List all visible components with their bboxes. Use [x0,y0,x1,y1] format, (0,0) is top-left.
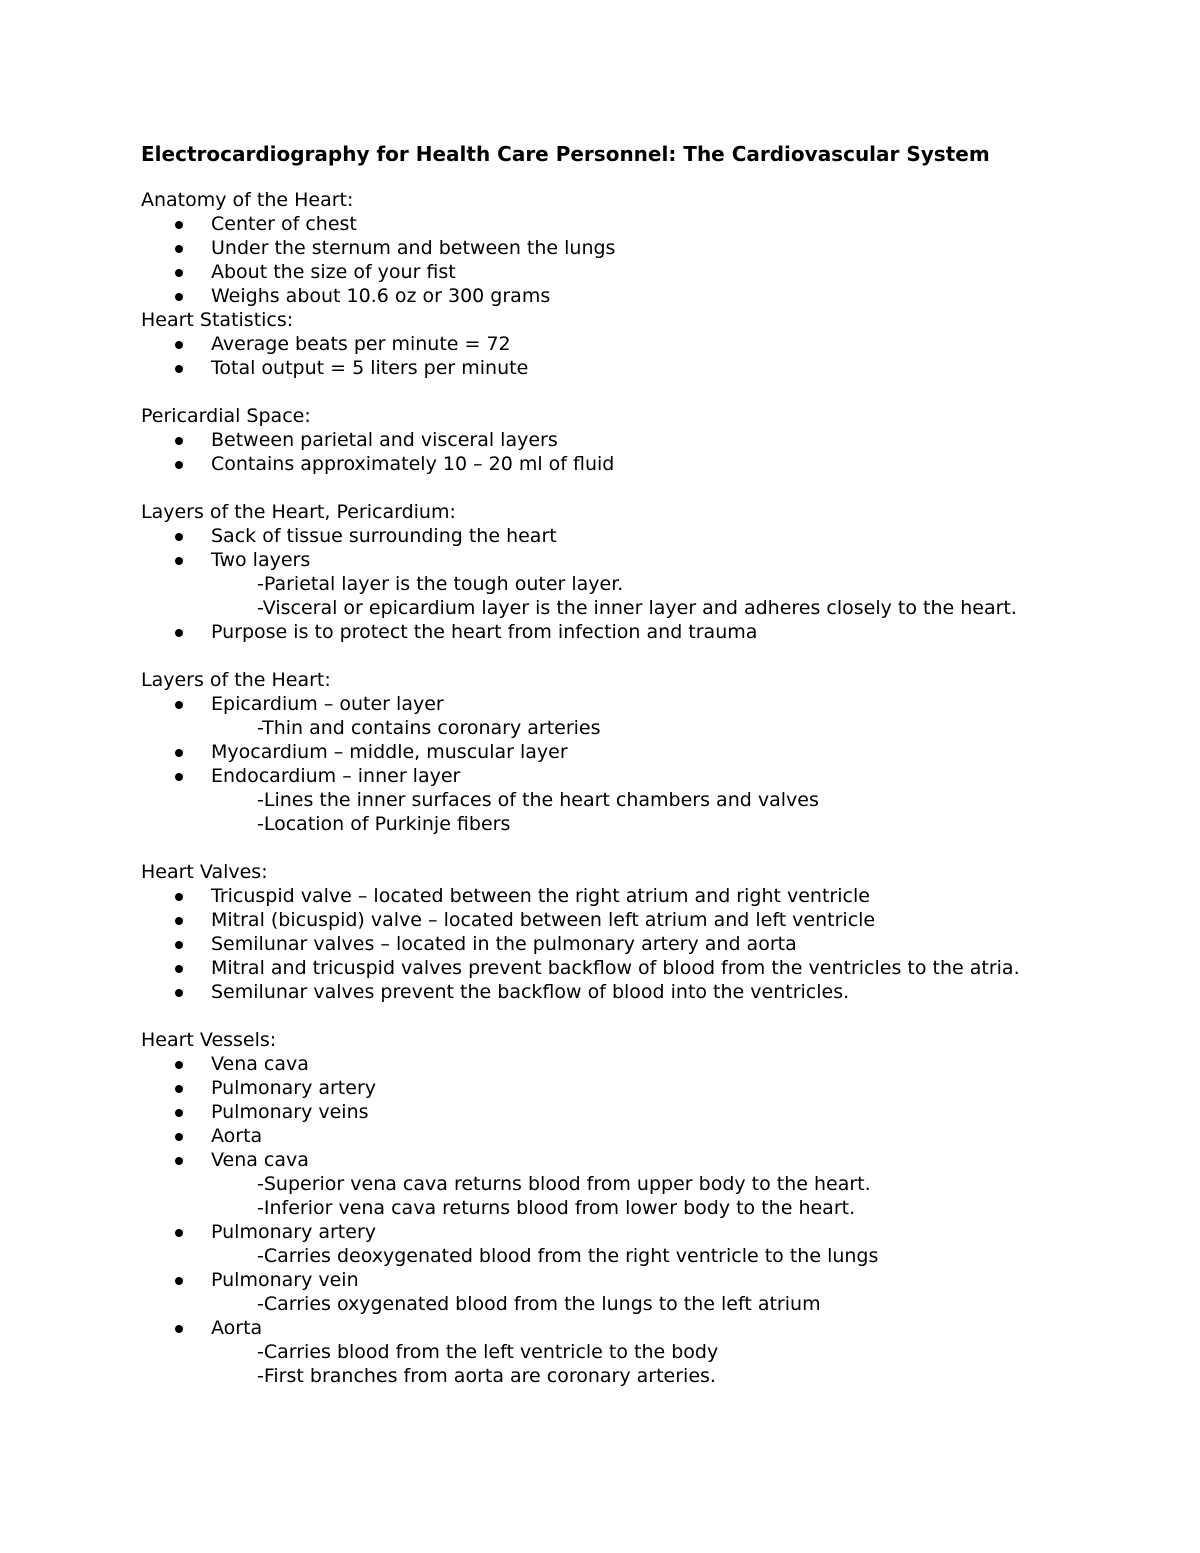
section [141,1028,1141,1388]
list-item-text: Semilunar valves – located in the pulmonary artery and aorta [211,933,797,955]
list-item-text: Mitral and tricuspid valves prevent backflow of blood from the ventricles to the atria. [211,957,1020,979]
section [141,308,1141,380]
bullet-icon [175,1133,183,1141]
bullet-list [141,1052,1141,1388]
sub-item-text: -Carries oxygenated blood from the lungs to the left atrium [257,1293,821,1315]
list-item-text: Weighs about 10.6 oz or 300 grams [211,285,551,307]
bullet-icon [175,365,183,373]
list-item [141,524,1141,548]
list-item [141,980,1141,1004]
list-item-text: Vena cava [211,1053,309,1075]
list-item-text: Under the sternum and between the lungs [211,237,616,259]
bullet-icon [175,437,183,445]
bullet-icon [175,917,183,925]
list-item-text: Pulmonary veins [211,1101,369,1123]
list-item [141,1100,1141,1124]
list-item [141,884,1141,908]
list-item-text: Contains approximately 10 – 20 ml of fluid [211,453,615,475]
list-item [141,428,1141,452]
list-item-text: Tricuspid valve – located between the right atrium and right ventricle [211,885,870,907]
list-item [141,236,1141,260]
bullet-list [141,884,1141,1004]
bullet-list [141,692,1141,836]
list-item-text: Pulmonary vein [211,1269,359,1291]
bullet-icon [175,1229,183,1237]
sub-item-text: -First branches from aorta are coronary arteries. [257,1365,716,1387]
sub-item-text: -Visceral or epicardium layer is the inner layer and adheres closely to the heart. [257,597,1017,619]
bullet-icon [175,1109,183,1117]
list-item-text: Purpose is to protect the heart from infection and trauma [211,621,758,643]
list-item [141,356,1141,380]
list-item-text: Epicardium – outer layer [211,693,444,715]
section [141,668,1141,836]
bullet-list [141,428,1141,476]
list-item-text: Average beats per minute = 72 [211,333,511,355]
list-item [141,1124,1141,1148]
bullet-list [141,212,1141,308]
list-item [141,452,1141,476]
list-item [141,548,1141,620]
bullet-icon [175,629,183,637]
sub-item-text: -Carries deoxygenated blood from the right ventricle to the lungs [257,1245,879,1267]
sub-item-text: -Inferior vena cava returns blood from lower body to the heart. [257,1197,856,1219]
bullet-icon [175,293,183,301]
list-item [141,932,1141,956]
section-heading: Layers of the Heart: [141,669,331,691]
bullet-icon [175,221,183,229]
section-heading: Anatomy of the Heart: [141,189,354,211]
list-item [141,1316,1141,1388]
list-item-text: Sack of tissue surrounding the heart [211,525,557,547]
list-item-text: Endocardium – inner layer [211,765,461,787]
list-item [141,260,1141,284]
bullet-icon [175,965,183,973]
section [141,188,1141,308]
section-heading: Heart Statistics: [141,309,294,331]
bullet-icon [175,1157,183,1165]
bullet-icon [175,1277,183,1285]
list-item-text: Center of chest [211,213,357,235]
section [141,500,1141,644]
list-item-text: Two layers [211,549,311,571]
bullet-icon [175,461,183,469]
sub-item-text: -Location of Purkinje fibers [257,813,511,835]
bullet-list [141,332,1141,380]
list-item-text: Mitral (bicuspid) valve – located between left atrium and left ventricle [211,909,876,931]
list-item-text: Myocardium – middle, muscular layer [211,741,568,763]
list-item-text: Aorta [211,1125,263,1147]
bullet-icon [175,701,183,709]
list-item [141,1076,1141,1100]
list-item [141,1220,1141,1268]
list-item [141,908,1141,932]
section-heading: Heart Vessels: [141,1029,277,1051]
list-item [141,692,1141,740]
bullet-icon [175,557,183,565]
bullet-icon [175,341,183,349]
list-item [141,956,1141,980]
list-item [141,332,1141,356]
document-body [141,188,1141,1388]
list-item-text: Aorta [211,1317,263,1339]
bullet-icon [175,773,183,781]
section-heading: Layers of the Heart, Pericardium: [141,501,456,523]
list-item-text: Between parietal and visceral layers [211,429,558,451]
section [141,860,1141,1004]
sub-item-text: -Parietal layer is the tough outer layer. [257,573,624,595]
sub-item-text: -Lines the inner surfaces of the heart chambers and valves [257,789,819,811]
list-item-text: About the size of your fist [211,261,456,283]
list-item-text: Semilunar valves prevent the backflow of blood into the ventricles. [211,981,850,1003]
list-item [141,1268,1141,1316]
bullet-list [141,524,1141,644]
bullet-icon [175,245,183,253]
bullet-icon [175,533,183,541]
list-item-text: Vena cava [211,1149,309,1171]
section-heading: Pericardial Space: [141,405,311,427]
list-item [141,1148,1141,1220]
section-heading: Heart Valves: [141,861,268,883]
sub-item-text: -Thin and contains coronary arteries [257,717,601,739]
bullet-icon [175,989,183,997]
list-item-text: Pulmonary artery [211,1221,377,1243]
bullet-icon [175,269,183,277]
bullet-icon [175,893,183,901]
list-item [141,212,1141,236]
list-item [141,620,1141,644]
bullet-icon [175,1325,183,1333]
list-item [141,764,1141,836]
document-title: Electrocardiography for Health Care Personnel: The Cardiovascular System [141,142,990,166]
bullet-icon [175,749,183,757]
list-item [141,740,1141,764]
bullet-icon [175,1085,183,1093]
bullet-icon [175,941,183,949]
bullet-icon [175,1061,183,1069]
document-page [141,141,1141,1388]
list-item [141,284,1141,308]
sub-item-text: -Carries blood from the left ventricle to the body [257,1341,719,1363]
section [141,404,1141,476]
list-item-text: Pulmonary artery [211,1077,377,1099]
list-item-text: Total output = 5 liters per minute [211,357,529,379]
sub-item-text: -Superior vena cava returns blood from upper body to the heart. [257,1173,871,1195]
list-item [141,1052,1141,1076]
